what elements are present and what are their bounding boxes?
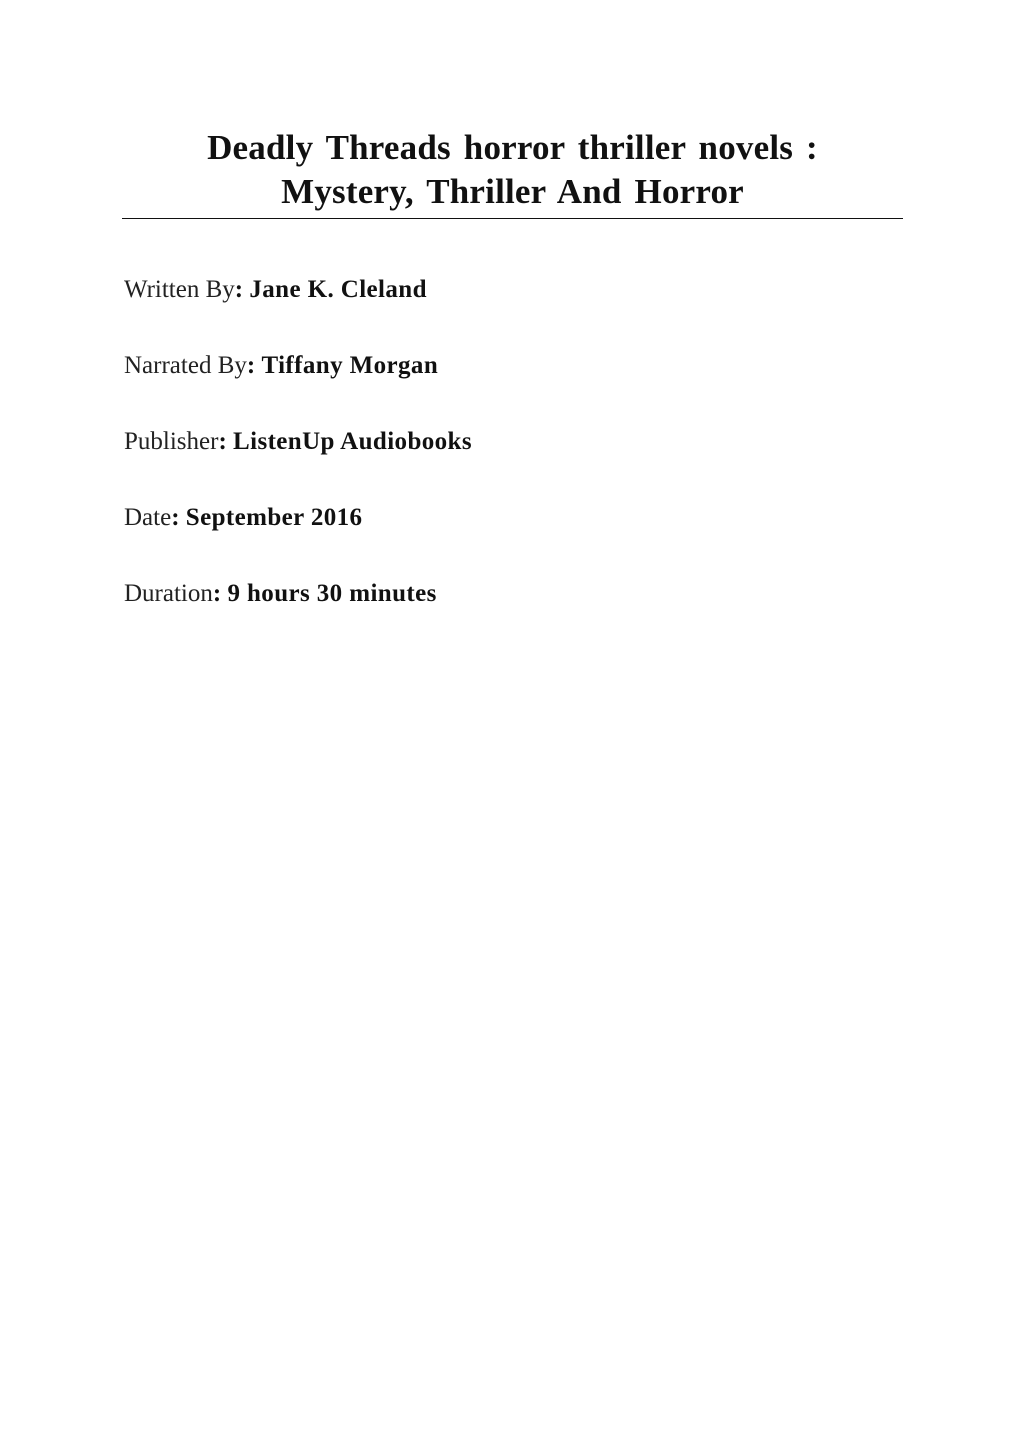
meta-label: Narrated By: [124, 352, 247, 379]
title-line-1: Deadly Threads horror thriller novels :: [207, 128, 818, 167]
meta-value-duration: 9 hours 30 minutes: [227, 580, 437, 607]
meta-value-narrator: Tiffany Morgan: [261, 352, 439, 379]
meta-label: Date: [124, 504, 172, 531]
title-line-2: Mystery, Thriller And Horror: [281, 172, 744, 211]
meta-label: Publisher: [124, 428, 219, 455]
meta-separator: :: [246, 352, 262, 379]
meta-row-publisher: [124, 422, 904, 498]
meta-separator: :: [171, 504, 186, 531]
meta-row-date: [124, 498, 904, 574]
meta-label: Written By: [124, 276, 235, 303]
meta-value-date: September 2016: [185, 504, 363, 531]
meta-value-publisher: ListenUp Audiobooks: [233, 428, 472, 455]
meta-separator: :: [234, 276, 250, 303]
meta-separator: :: [218, 428, 234, 455]
meta-row-duration: [124, 574, 904, 650]
meta-row-written-by: [124, 270, 904, 346]
meta-value-author: Jane K. Cleland: [249, 276, 427, 303]
document-title: [122, 126, 903, 219]
metadata-list: [124, 270, 904, 650]
meta-separator: :: [212, 580, 228, 607]
meta-label: Duration: [124, 580, 213, 607]
meta-row-narrated-by: [124, 346, 904, 422]
